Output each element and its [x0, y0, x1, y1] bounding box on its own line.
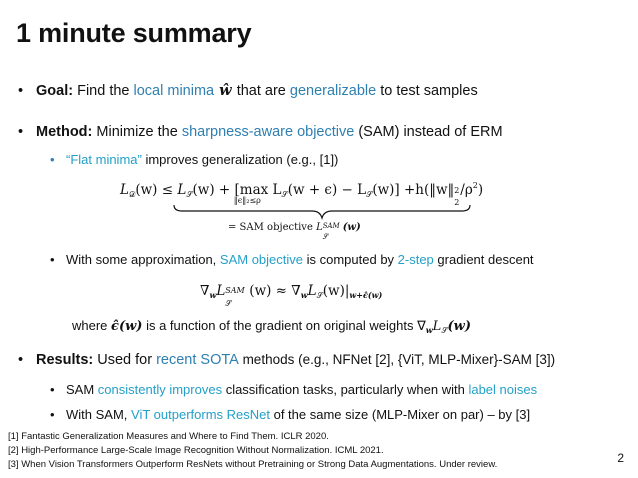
- slide-title: 1 minute summary: [16, 18, 252, 48]
- bullet-flat-minima: • “Flat minima” improves generalization (e.g., [1]): [50, 152, 339, 167]
- equation-sam-bound: $L_𝒟(w) \le L_𝒮(w) + [\max$ ‖ϵ‖₂≤ρ $L_𝒮(w + \epsilon) - L_𝒮(w)$] +h(‖w‖ 2 2 $/\rho^2$): [120, 181, 484, 207]
- bullet-consistently-improves: • SAM consistently improves classification tasks, particularly when with label noises: [50, 382, 538, 397]
- bullet-goal: • Goal: Find the local minima ŵ that are generalizable to test samples: [18, 82, 478, 99]
- bullet-dot: •: [50, 252, 55, 267]
- bullet-method: • Method: Minimize the sharpness-aware objective (SAM) instead of ERM: [18, 124, 503, 140]
- where-line: where ϵ̂(w) is a function of the gradient on original weights $\nabla_wL_𝒮(w)$: [72, 318, 472, 335]
- underbrace: [172, 203, 472, 221]
- bullet-dot: •: [18, 83, 24, 99]
- bullet-dot: •: [50, 152, 55, 167]
- underbrace-label: = SAM objective L SAM 𝒮 (w): [228, 222, 361, 241]
- equation-sam-gradient: $\nabla_wL$ SAM 𝒮 $(w) \approx \nabla_wL_𝒮(w)|_{w+\epsilon̂(w)}$: [200, 283, 383, 308]
- page-number: 2: [617, 451, 624, 465]
- bullet-results: • Results: Used for recent SOTA methods (e.g., NFNet [2], {ViT, MLP-Mixer}-SAM [3]): [18, 352, 556, 368]
- bullet-vit-outperforms: • With SAM, ViT outperforms ResNet of the same size (MLP-Mixer on par) – by [3]: [50, 407, 531, 422]
- bullet-dot: •: [50, 407, 55, 422]
- bullet-dot: •: [50, 382, 55, 397]
- bullet-approximation: • With some approximation, SAM objective is computed by 2-step gradient descent: [50, 252, 534, 267]
- bullet-dot: •: [18, 124, 24, 140]
- bullet-dot: •: [18, 352, 24, 368]
- references: [8, 430, 497, 472]
- reference-item: [2] High-Performance Large-Scale Image Recognition Without Normalization. ICML 2021.: [8, 445, 384, 456]
- reference-item: [3] When Vision Transformers Outperform ResNets without Pretraining or Strong Data Augmentations. Under review.: [8, 459, 498, 470]
- reference-item: [1] Fantastic Generalization Measures and Where to Find Them. ICLR 2020.: [8, 431, 329, 442]
